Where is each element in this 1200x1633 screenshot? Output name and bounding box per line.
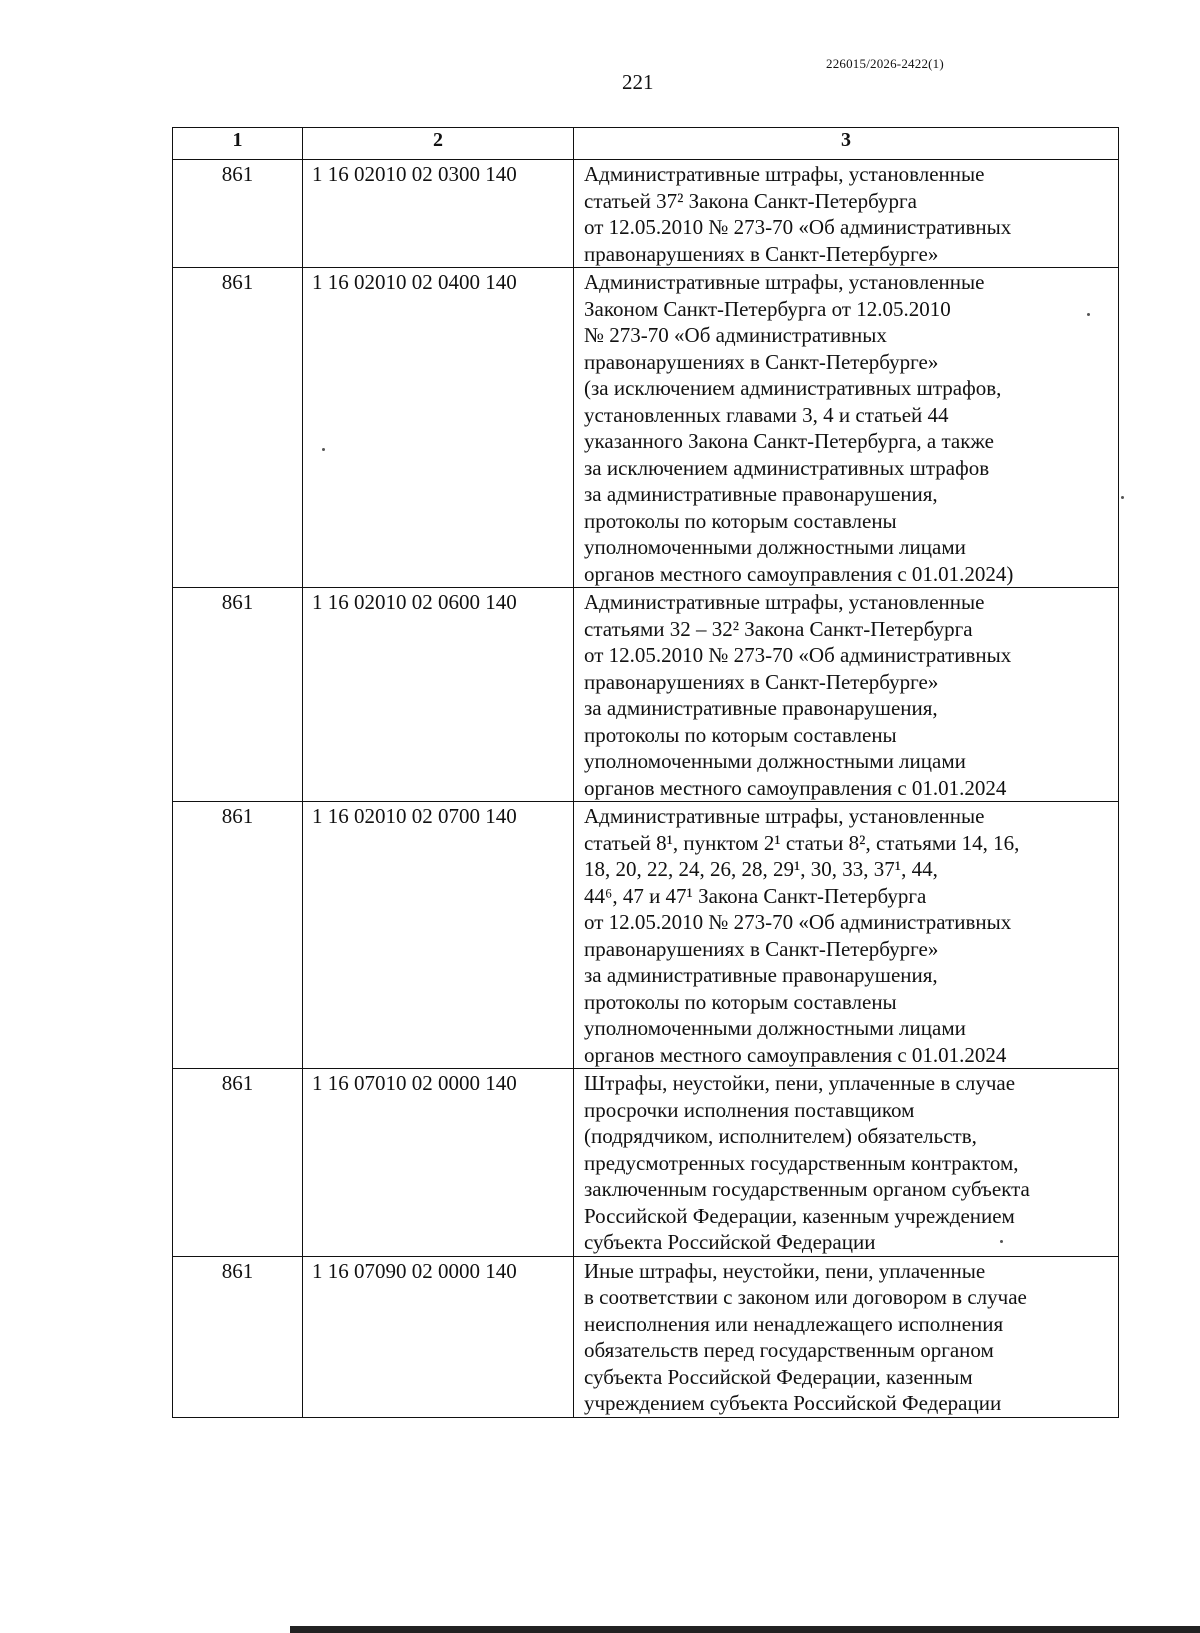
description-line: просрочки исполнения поставщиком	[584, 1097, 915, 1122]
description-line: 18, 20, 22, 24, 26, 28, 29¹, 30, 33, 37¹, 44,	[584, 857, 938, 881]
description-line: правонарушениях в Санкт-Петербурге»	[584, 669, 939, 694]
header-col-2: 2	[303, 128, 574, 160]
description-line: за административные правонарушения,	[584, 482, 938, 506]
table-row	[173, 1069, 1119, 1257]
scan-speck	[1087, 313, 1090, 316]
table-row	[173, 160, 1119, 268]
budget-code-cell: 1 16 02010 02 0300 140	[303, 160, 574, 268]
description-line: Иные штрафы, неустойки, пени, уплаченные	[584, 1258, 986, 1283]
header-col-3: 3	[574, 128, 1119, 160]
admin-code-cell: 861	[173, 1069, 303, 1257]
description-line: за исключением административных штрафов	[584, 455, 990, 480]
admin-code-cell: 861	[173, 1256, 303, 1417]
description-line: неисполнения или ненадлежащего исполнения	[584, 1311, 1004, 1336]
description-line: заключенным государственным органом субъекта	[584, 1177, 1030, 1201]
description-line: Российской Федерации, казенным учреждением	[584, 1203, 1015, 1228]
scan-speck	[322, 448, 325, 451]
description-line: субъекта Российской Федерации, казенным	[584, 1364, 973, 1389]
description-cell	[574, 160, 1119, 268]
description-line: Законом Санкт-Петербурга от 12.05.2010	[584, 296, 951, 321]
description-line: указанного Закона Санкт-Петербурга, а также	[584, 429, 994, 453]
budget-code-cell: 1 16 02010 02 0400 140	[303, 268, 574, 588]
description-line: установленных главами 3, 4 и статьей 44	[584, 402, 949, 427]
document-registration-code: 226015/2026-2422(1)	[826, 56, 944, 71]
description-line: (подрядчиком, исполнителем) обязательств,	[584, 1124, 977, 1148]
description-cell	[574, 802, 1119, 1069]
table-row	[173, 268, 1119, 588]
description-line: статьями 32 – 32² Закона Санкт-Петербурга	[584, 616, 973, 641]
description-line: протоколы по которым составлены	[584, 989, 897, 1014]
description-cell	[574, 1256, 1119, 1417]
description-line: органов местного самоуправления с 01.01.2024	[584, 1042, 1007, 1067]
admin-code-cell: 861	[173, 588, 303, 802]
table-row	[173, 588, 1119, 802]
table-row	[173, 802, 1119, 1069]
description-line: (за исключением административных штрафов,	[584, 376, 1002, 400]
description-line: обязательств перед государственным органом	[584, 1338, 994, 1362]
description-line: Штрафы, неустойки, пени, уплаченные в случае	[584, 1071, 1016, 1095]
table-row	[173, 1256, 1119, 1417]
description-line: правонарушениях в Санкт-Петербурге»	[584, 241, 939, 266]
description-line: статьей 37² Закона Санкт-Петербурга	[584, 188, 917, 213]
description-line: от 12.05.2010 № 273-70 «Об административных	[584, 643, 1012, 667]
description-line: протоколы по которым составлены	[584, 508, 897, 533]
admin-code-cell: 861	[173, 268, 303, 588]
description-line: уполномоченными должностными лицами	[584, 535, 966, 559]
description-cell	[574, 588, 1119, 802]
description-line: Административные штрафы, установленные	[584, 590, 985, 614]
scan-speck	[1121, 496, 1124, 499]
description-line: субъекта Российской Федерации	[584, 1230, 876, 1254]
header-col-1: 1	[173, 128, 303, 160]
admin-code-cell: 861	[173, 802, 303, 1069]
description-line: от 12.05.2010 № 273-70 «Об административных	[584, 910, 1012, 934]
page-number: 221	[622, 70, 654, 94]
description-line: 44⁶, 47 и 47¹ Закона Санкт-Петербурга	[584, 883, 927, 908]
budget-code-cell: 1 16 02010 02 0700 140	[303, 802, 574, 1069]
description-cell	[574, 1069, 1119, 1257]
description-line: органов местного самоуправления с 01.01.2024	[584, 775, 1007, 800]
description-line: протоколы по которым составлены	[584, 722, 897, 747]
table-header-row	[173, 128, 1119, 160]
budget-code-cell: 1 16 07090 02 0000 140	[303, 1256, 574, 1417]
description-line: Административные штрафы, установленные	[584, 270, 985, 294]
description-line: за административные правонарушения,	[584, 963, 938, 987]
description-line: уполномоченными должностными лицами	[584, 749, 966, 773]
description-line: органов местного самоуправления с 01.01.2024)	[584, 561, 1014, 586]
description-line: № 273-70 «Об административных	[584, 323, 887, 347]
description-line: уполномоченными должностными лицами	[584, 1016, 966, 1040]
scan-edge-bar	[290, 1626, 1200, 1633]
description-line: в соответствии с законом или договором в случае	[584, 1285, 1027, 1309]
description-line: правонарушениях в Санкт-Петербурге»	[584, 936, 939, 961]
description-line: Административные штрафы, установленные	[584, 804, 985, 828]
budget-classification-table	[172, 127, 1119, 1418]
budget-code-cell: 1 16 07010 02 0000 140	[303, 1069, 574, 1257]
description-line: от 12.05.2010 № 273-70 «Об административных	[584, 215, 1012, 239]
description-line: за административные правонарушения,	[584, 696, 938, 720]
description-line: правонарушениях в Санкт-Петербурге»	[584, 349, 939, 374]
scan-speck	[1000, 1240, 1003, 1243]
budget-code-cell: 1 16 02010 02 0600 140	[303, 588, 574, 802]
admin-code-cell: 861	[173, 160, 303, 268]
description-line: предусмотренных государственным контрактом,	[584, 1150, 1019, 1175]
description-line: учреждением субъекта Российской Федерации	[584, 1391, 1002, 1415]
description-line: статьей 8¹, пунктом 2¹ статьи 8², статьями 14, 16,	[584, 830, 1020, 855]
description-cell	[574, 268, 1119, 588]
description-line: Административные штрафы, установленные	[584, 162, 985, 186]
